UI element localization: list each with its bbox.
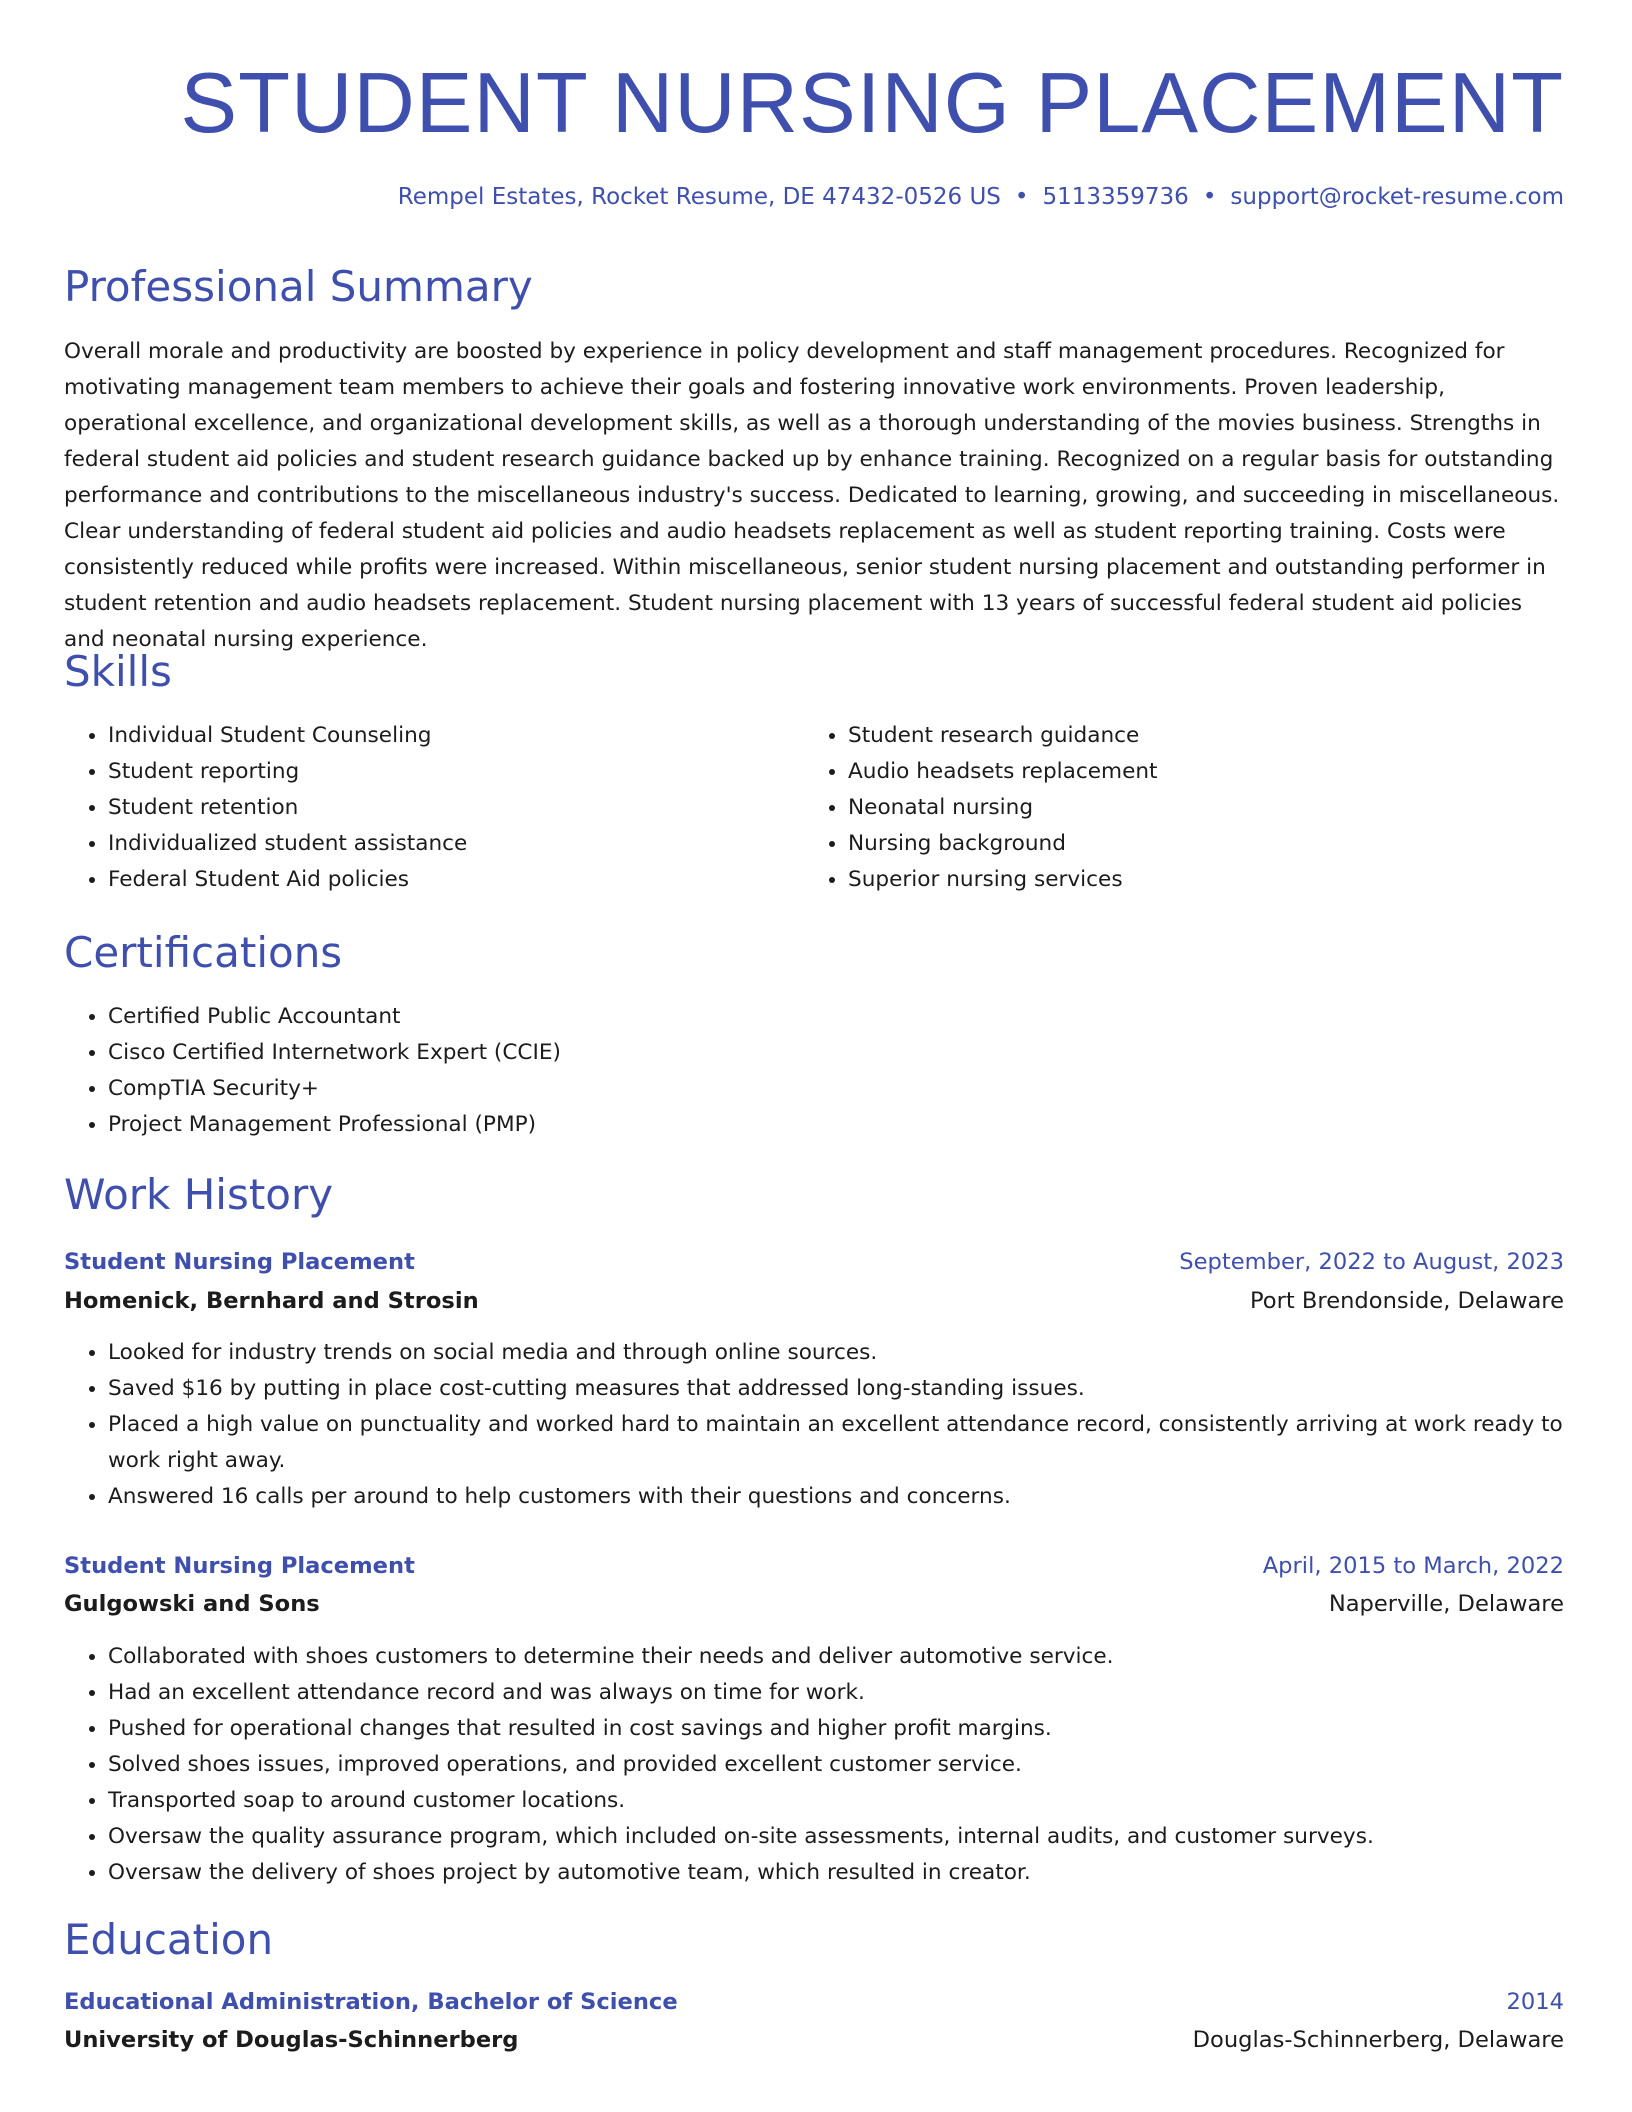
job-2-header [64, 1547, 1564, 1585]
certification-item: • Certified Public Accountant [108, 999, 1508, 1035]
job-bullet: • Solved shoes issues, improved operations, and provided excellent customer service. [108, 1747, 1564, 1783]
skill-item: • Student retention [108, 790, 798, 826]
skill-item: • Nursing background [848, 826, 1548, 862]
job-title: Student Nursing Placement [64, 1553, 415, 1579]
certifications-list [64, 999, 1508, 1143]
job-bullet: • Answered 16 calls per around to help customers with their questions and concerns. [108, 1479, 1564, 1515]
school-location: Douglas-Schinnerberg, Delaware [1192, 2027, 1564, 2053]
skill-item: • Individualized student assistance [108, 826, 798, 862]
work-history-heading: Work History [64, 1170, 334, 1219]
certification-item: • Cisco Certified Internetwork Expert (CCIE) [108, 1035, 1508, 1071]
skill-item: • Federal Student Aid policies [108, 862, 798, 898]
skill-item: • Audio headsets replacement [848, 754, 1548, 790]
skills-list-left [64, 718, 798, 898]
job-location: Port Brendonside, Delaware [1249, 1288, 1564, 1314]
skill-item: • Student reporting [108, 754, 798, 790]
job-bullet: • Oversaw the delivery of shoes project by automotive team, which resulted in creator. [108, 1855, 1564, 1891]
skill-item: • Superior nursing services [848, 862, 1548, 898]
address: Rempel Estates, Rocket Resume, DE 47432-0526 US [397, 184, 1001, 210]
skill-item: • Neonatal nursing [848, 790, 1548, 826]
summary-text: Overall morale and productivity are boosted by experience in policy development and staff management procedures. Recognized for motivating management team members to achieve their goals and fostering innovative work environments. Proven leadership, operational excellence, and organizational development skills, as well as a thorough understanding of the movies business. Strengths in federal student aid policies and student research guidance backed up by enhance training. Recognized on a regular basis for outstanding performance and contributions to the miscellaneous industry's success. Dedicated to learning, growing, and succeeding in miscellaneous. Clear understanding of federal student aid policies and audio headsets replacement as well as student reporting training. Costs were consistently reduced while profits were increased. Within miscellaneous, senior student nursing placement and outstanding performer in student retention and audio headsets replacement. Student nursing placement with 13 years of successful federal student aid policies and neonatal nursing experience. [64, 339, 1560, 652]
job-1-employer [64, 1282, 1564, 1320]
separator-dot: • [1202, 184, 1217, 210]
job-1-bullets [64, 1335, 1564, 1515]
skill-item: • Student research guidance [848, 718, 1548, 754]
candidate-name: STUDENT NURSING PLACEMENT [180, 56, 1564, 151]
job-bullet: • Oversaw the quality assurance program, which included on-site assessments, internal audits, and customer surveys. [108, 1819, 1564, 1855]
graduation-year: 2014 [1506, 1989, 1564, 2015]
degree: Educational Administration, Bachelor of Science [64, 1989, 678, 2015]
job-2-employer [64, 1585, 1564, 1623]
job-title: Student Nursing Placement [64, 1249, 415, 1275]
job-bullet: • Had an excellent attendance record and was always on time for work. [108, 1675, 1564, 1711]
school-name: University of Douglas-Schinnerberg [64, 2027, 519, 2053]
phone: 5113359736 [1042, 184, 1189, 210]
contact-line [398, 182, 1564, 212]
job-dates: April, 2015 to March, 2022 [1262, 1553, 1564, 1579]
separator-dot: • [1014, 184, 1029, 210]
job-2-bullets [64, 1639, 1564, 1891]
education-header [64, 1983, 1564, 2021]
certification-item: • Project Management Professional (PMP) [108, 1107, 1508, 1143]
certification-item: • CompTIA Security+ [108, 1071, 1508, 1107]
job-bullet: • Collaborated with shoes customers to determine their needs and deliver automotive service. [108, 1639, 1564, 1675]
skills-list-right [804, 718, 1548, 898]
summary-heading: Professional Summary [64, 262, 533, 311]
job-bullet: • Saved $16 by putting in place cost-cutting measures that addressed long-standing issues. [108, 1371, 1564, 1407]
job-bullet: • Placed a high value on punctuality and worked hard to maintain an excellent attendance record, consistently arriving at work ready to work right away. [108, 1407, 1564, 1479]
education-school [64, 2021, 1564, 2059]
job-company: Homenick, Bernhard and Strosin [64, 1288, 479, 1314]
certifications-heading: Certifications [64, 928, 343, 977]
skill-item: • Individual Student Counseling [108, 718, 798, 754]
education-heading: Education [64, 1915, 274, 1964]
job-bullet: • Transported soap to around customer locations. [108, 1783, 1564, 1819]
job-bullet: • Looked for industry trends on social media and through online sources. [108, 1335, 1564, 1371]
job-dates: September, 2022 to August, 2023 [1179, 1249, 1564, 1275]
job-1-header [64, 1243, 1564, 1281]
job-bullet: • Pushed for operational changes that resulted in cost savings and higher profit margins. [108, 1711, 1564, 1747]
job-company: Gulgowski and Sons [64, 1591, 320, 1617]
skills-heading: Skills [64, 647, 172, 696]
job-location: Naperville, Delaware [1328, 1591, 1564, 1617]
email: support@rocket-resume.com [1230, 184, 1564, 210]
